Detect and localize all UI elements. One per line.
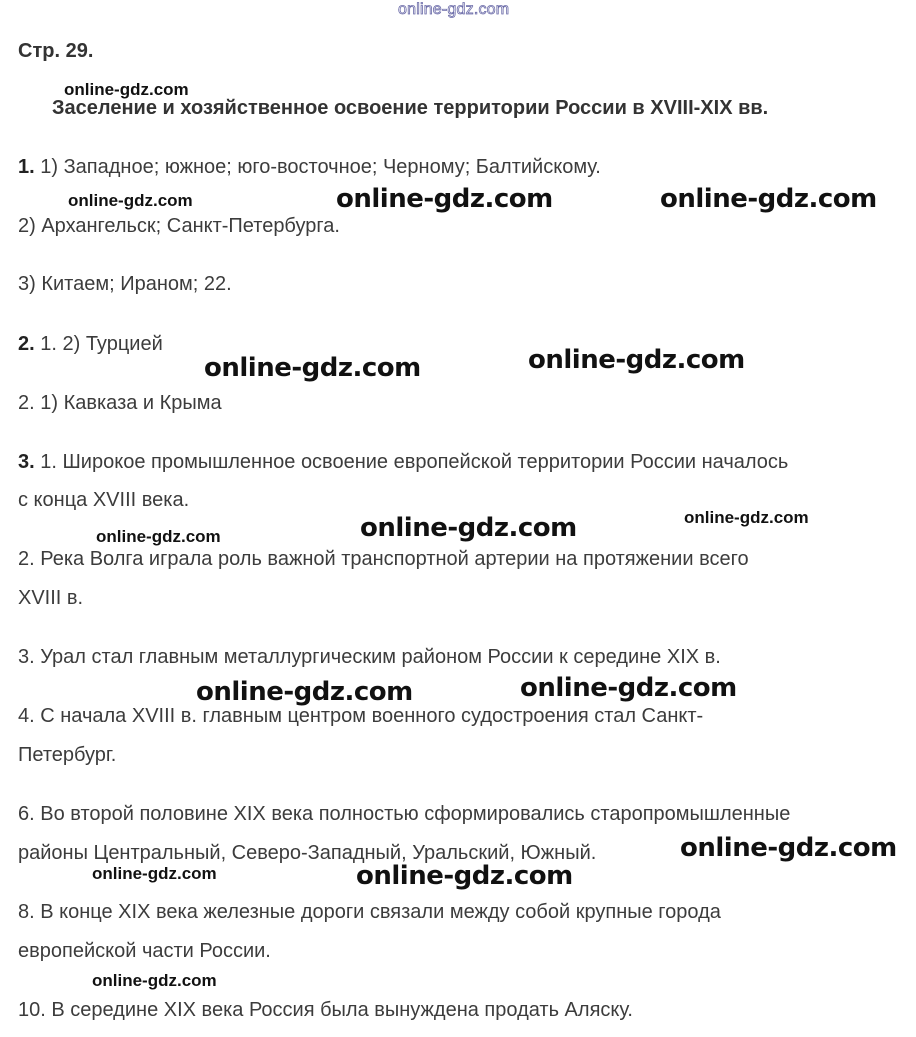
answer-line: 3. 1. Широкое промышленное освоение европейской территории России началось	[18, 451, 789, 473]
answer-line: районы Центральный, Северо-Западный, Уральский, Южный.	[18, 842, 597, 864]
watermark: online-gdz.com	[336, 184, 553, 214]
watermark: online-gdz.com	[660, 184, 877, 214]
watermark: online-gdz.com	[520, 673, 737, 703]
answer-line: 8. В конце XIX века железные дороги связали между собой крупные города	[18, 901, 721, 923]
answer-line: XVIII в.	[18, 587, 84, 609]
answer-line: 2. 1. 2) Турцией	[18, 333, 163, 355]
answer-line: 3) Китаем; Ираном; 22.	[18, 273, 232, 295]
answer-line: 3. Урал стал главным металлургическим районом России к середине XIX в.	[18, 646, 721, 668]
answer-line: 2) Архангельск; Санкт-Петербурга.	[18, 215, 340, 237]
watermark: online-gdz.com	[64, 80, 189, 99]
watermark: online-gdz.com	[204, 353, 421, 383]
watermark: online-gdz.com	[360, 513, 577, 543]
answer-line: с конца XVIII века.	[18, 489, 190, 511]
watermark: online-gdz.com	[92, 864, 217, 883]
answer-line: 1. 1) Западное; южное; юго-восточное; Черному; Балтийскому.	[18, 156, 601, 178]
answer-line: 6. Во второй половине XIX века полностью сформировались старопромышленные	[18, 803, 791, 825]
task-number: 2.	[18, 333, 35, 355]
watermark: online-gdz.com	[196, 677, 413, 707]
answer-line: 10. В середине XIX века Россия была вынуждена продать Аляску.	[18, 999, 633, 1021]
answer-line: 2. Река Волга играла роль важной транспортной артерии на протяжении всего	[18, 548, 749, 570]
task-number: 1.	[18, 156, 35, 178]
answer-line: Петербург.	[18, 744, 117, 766]
section-title: Заселение и хозяйственное освоение территории России в XVIII-XIX вв.	[52, 97, 769, 119]
answer-line: 4. С начала XVIII в. главным центром военного судостроения стал Санкт-	[18, 705, 704, 727]
page-label: Стр. 29.	[18, 40, 94, 62]
task-number: 3.	[18, 451, 35, 473]
watermark: online-gdz.com	[528, 345, 745, 375]
watermark: online-gdz.com	[684, 508, 809, 527]
answer-line: европейской части России.	[18, 940, 271, 962]
watermark-top: online-gdz.com	[398, 1, 510, 18]
watermark: online-gdz.com	[92, 971, 217, 990]
watermark: online-gdz.com	[680, 833, 897, 863]
watermark: online-gdz.com	[96, 527, 221, 546]
watermark: online-gdz.com	[68, 191, 193, 210]
answer-line: 2. 1) Кавказа и Крыма	[18, 392, 222, 414]
watermark: online-gdz.com	[356, 861, 573, 891]
